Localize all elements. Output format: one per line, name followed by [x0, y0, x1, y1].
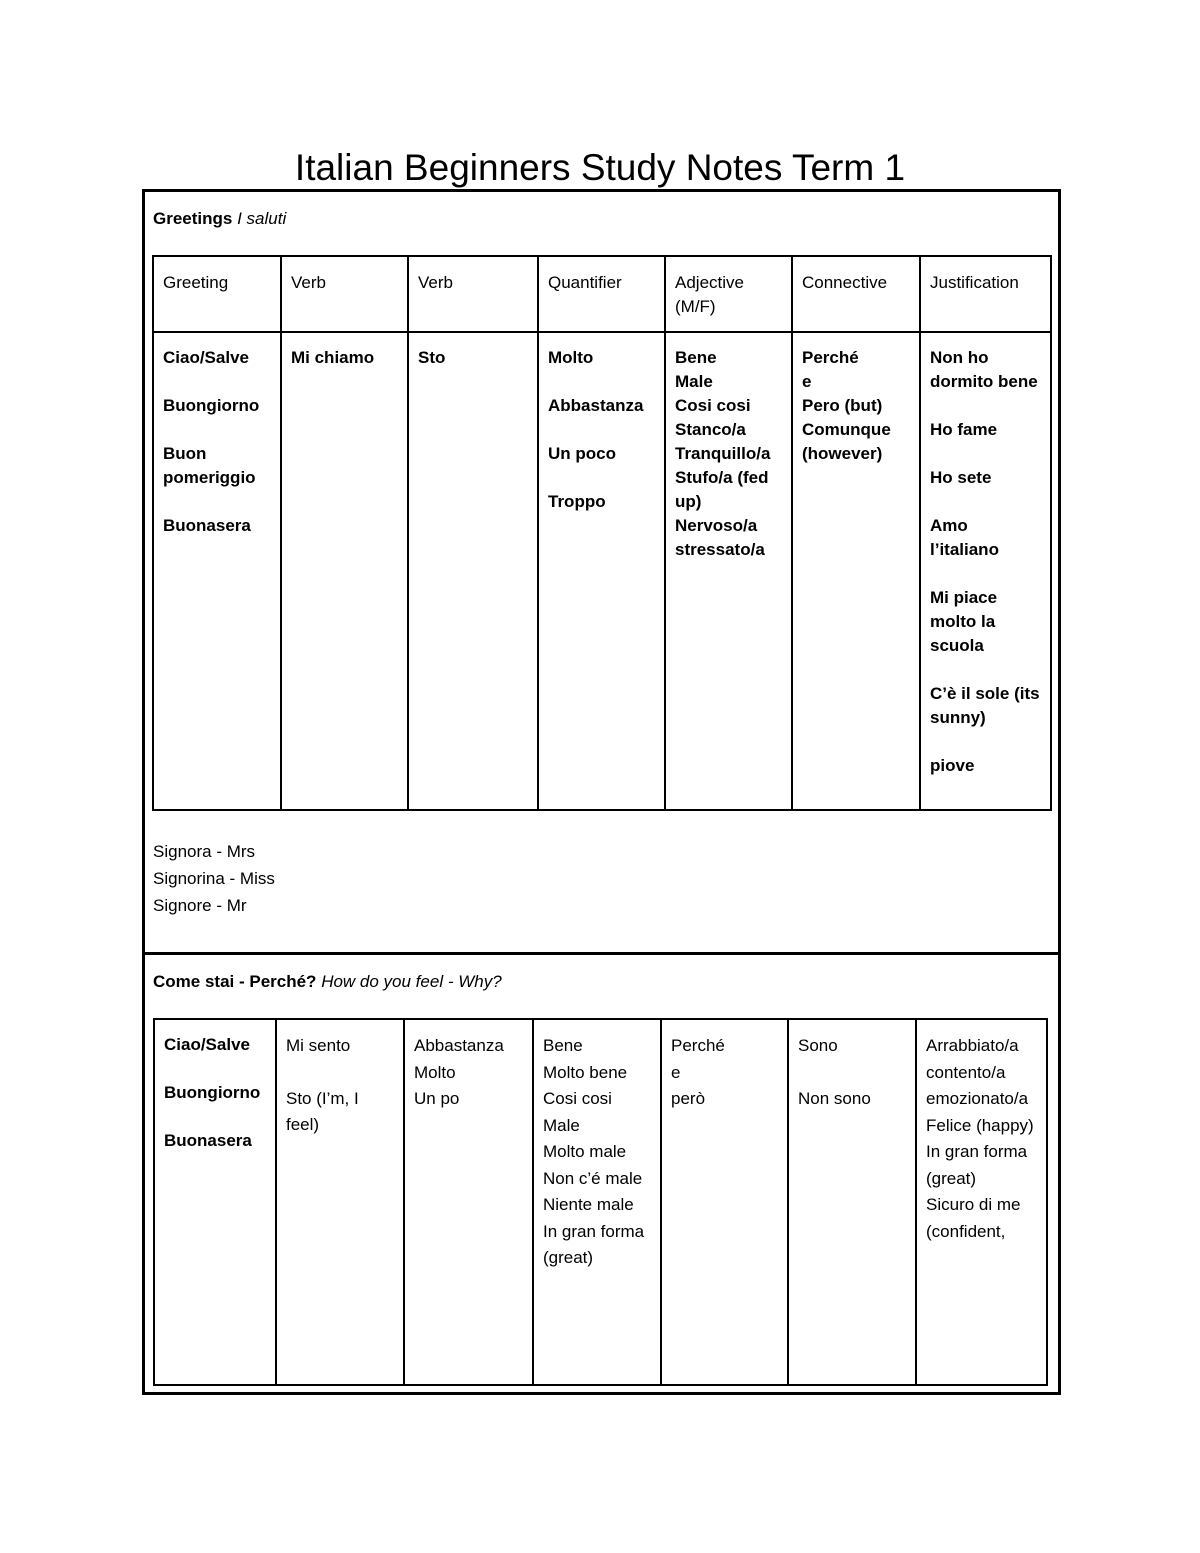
- header-cell-greeting: Greeting: [153, 256, 281, 332]
- list-item: Mi sento: [286, 1036, 351, 1055]
- list-item: Niente male: [543, 1195, 634, 1214]
- titles-list: [153, 838, 275, 919]
- list-item: Abbastanza: [414, 1036, 504, 1055]
- page-title: Italian Beginners Study Notes Term 1: [294, 147, 906, 188]
- list-item: Un poco: [548, 444, 616, 463]
- list-item: Arrabbiato/a: [926, 1036, 1019, 1055]
- list-item: Ciao/Salve: [163, 348, 249, 367]
- list-item: Male: [675, 372, 713, 391]
- header-cell-verb-2: Verb: [408, 256, 538, 332]
- adjective-cell: [665, 332, 792, 810]
- list-item: Sto: [418, 348, 446, 367]
- quantifier-cell: [538, 332, 665, 810]
- list-item: Male: [543, 1115, 580, 1135]
- list-item: e: [671, 1062, 681, 1082]
- list-item: Molto: [548, 348, 594, 367]
- list-item: Amo l’italiano: [930, 516, 999, 559]
- list-item: Un po: [414, 1089, 460, 1108]
- header-cell-justification: Justification: [920, 256, 1051, 332]
- list-item: Bene: [675, 348, 717, 367]
- list-item: Non sono: [798, 1088, 871, 1108]
- list-item: però: [671, 1089, 706, 1108]
- list-item: Troppo: [548, 492, 606, 511]
- list-item: Sono: [798, 1036, 838, 1055]
- list-item: Bene: [543, 1036, 583, 1055]
- list-item: Felice (happy): [926, 1115, 1034, 1135]
- verb2-cell: [408, 332, 538, 810]
- greetings-section: [145, 192, 1058, 952]
- how-are-you-heading: [153, 971, 502, 993]
- list-item: Buon pomeriggio: [163, 444, 256, 487]
- verb1-cell: [281, 332, 408, 810]
- list-item: Sicuro di me (confident,: [926, 1195, 1021, 1241]
- greetings-table: [152, 255, 1052, 811]
- quantifier-col-cell: [404, 1019, 533, 1385]
- list-item: Tranquillo/a: [675, 444, 771, 463]
- list-item: Molto male: [543, 1142, 627, 1161]
- list-item: Comunque (however): [802, 420, 891, 463]
- list-item: Buonasera: [163, 516, 251, 535]
- list-item: Sto (I’m, I feel): [286, 1088, 359, 1134]
- list-item: Perché: [802, 348, 859, 367]
- list-item: Nervoso/a stressato/a: [675, 516, 765, 559]
- header-cell-adjective: Adjective (M/F): [665, 256, 792, 332]
- header-cell-quantifier: Quantifier: [538, 256, 665, 332]
- list-item: Ho fame: [930, 420, 998, 439]
- header-cell-connective: Connective: [792, 256, 920, 332]
- greetings-table-header-row: [153, 256, 1051, 332]
- greetings-heading-bold: Greetings: [153, 209, 233, 228]
- list-item: Ciao/Salve: [164, 1035, 250, 1054]
- list-item: Signore - Mr: [153, 896, 247, 915]
- connective-col-cell: [661, 1019, 788, 1385]
- list-item: Pero (but): [802, 396, 883, 415]
- greetings-col-cell: [154, 1019, 276, 1385]
- list-item: piove: [930, 756, 975, 775]
- how-are-you-table-row: [154, 1019, 1047, 1385]
- how-are-you-section: [145, 952, 1058, 1392]
- list-item: In gran forma (great): [543, 1221, 645, 1267]
- adjective-col-cell: [533, 1019, 661, 1385]
- list-item: Signorina - Miss: [153, 869, 275, 888]
- list-item: Mi piace molto la scuola: [930, 588, 998, 655]
- list-item: Ho sete: [930, 468, 992, 487]
- justification-cell: [920, 332, 1051, 810]
- list-item: Cosi cosi: [675, 396, 751, 415]
- header-cell-verb-1: Verb: [281, 256, 408, 332]
- list-item: Buongiorno: [164, 1083, 261, 1102]
- verb-col-cell: [276, 1019, 404, 1385]
- list-item: Buongiorno: [163, 396, 260, 415]
- list-item: e: [802, 372, 812, 391]
- greetings-heading: [153, 208, 286, 230]
- list-item: C’è il sole (its sunny): [930, 684, 1040, 727]
- list-item: Mi chiamo: [291, 348, 375, 367]
- list-item: Signora - Mrs: [153, 842, 256, 861]
- sono-col-cell: [788, 1019, 916, 1385]
- how-are-you-heading-italic: How do you feel - Why?: [321, 972, 502, 991]
- list-item: In gran forma (great): [926, 1142, 1028, 1188]
- list-item: Cosi cosi: [543, 1089, 612, 1108]
- list-item: Non c’é male: [543, 1168, 643, 1188]
- how-are-you-heading-bold: Come stai - Perché?: [153, 972, 317, 991]
- list-item: emozionato/a: [926, 1089, 1029, 1108]
- connective-cell: [792, 332, 920, 810]
- list-item: Buonasera: [164, 1131, 252, 1150]
- list-item: Abbastanza: [548, 396, 644, 415]
- list-item: Non ho dormito bene: [930, 348, 1038, 391]
- list-item: Molto bene: [543, 1062, 628, 1082]
- list-item: Stufo/a (fed up): [675, 468, 769, 511]
- emotion-col-cell: [916, 1019, 1047, 1385]
- greetings-table-body-row: [153, 332, 1051, 810]
- study-notes-box: [142, 189, 1061, 1395]
- list-item: Molto: [414, 1062, 456, 1082]
- list-item: contento/a: [926, 1062, 1006, 1082]
- list-item: Stanco/a: [675, 420, 746, 439]
- list-item: Perché: [671, 1036, 725, 1055]
- greetings-heading-italic: I saluti: [237, 209, 287, 228]
- how-are-you-table: [153, 1018, 1048, 1386]
- greetings-cell: [153, 332, 281, 810]
